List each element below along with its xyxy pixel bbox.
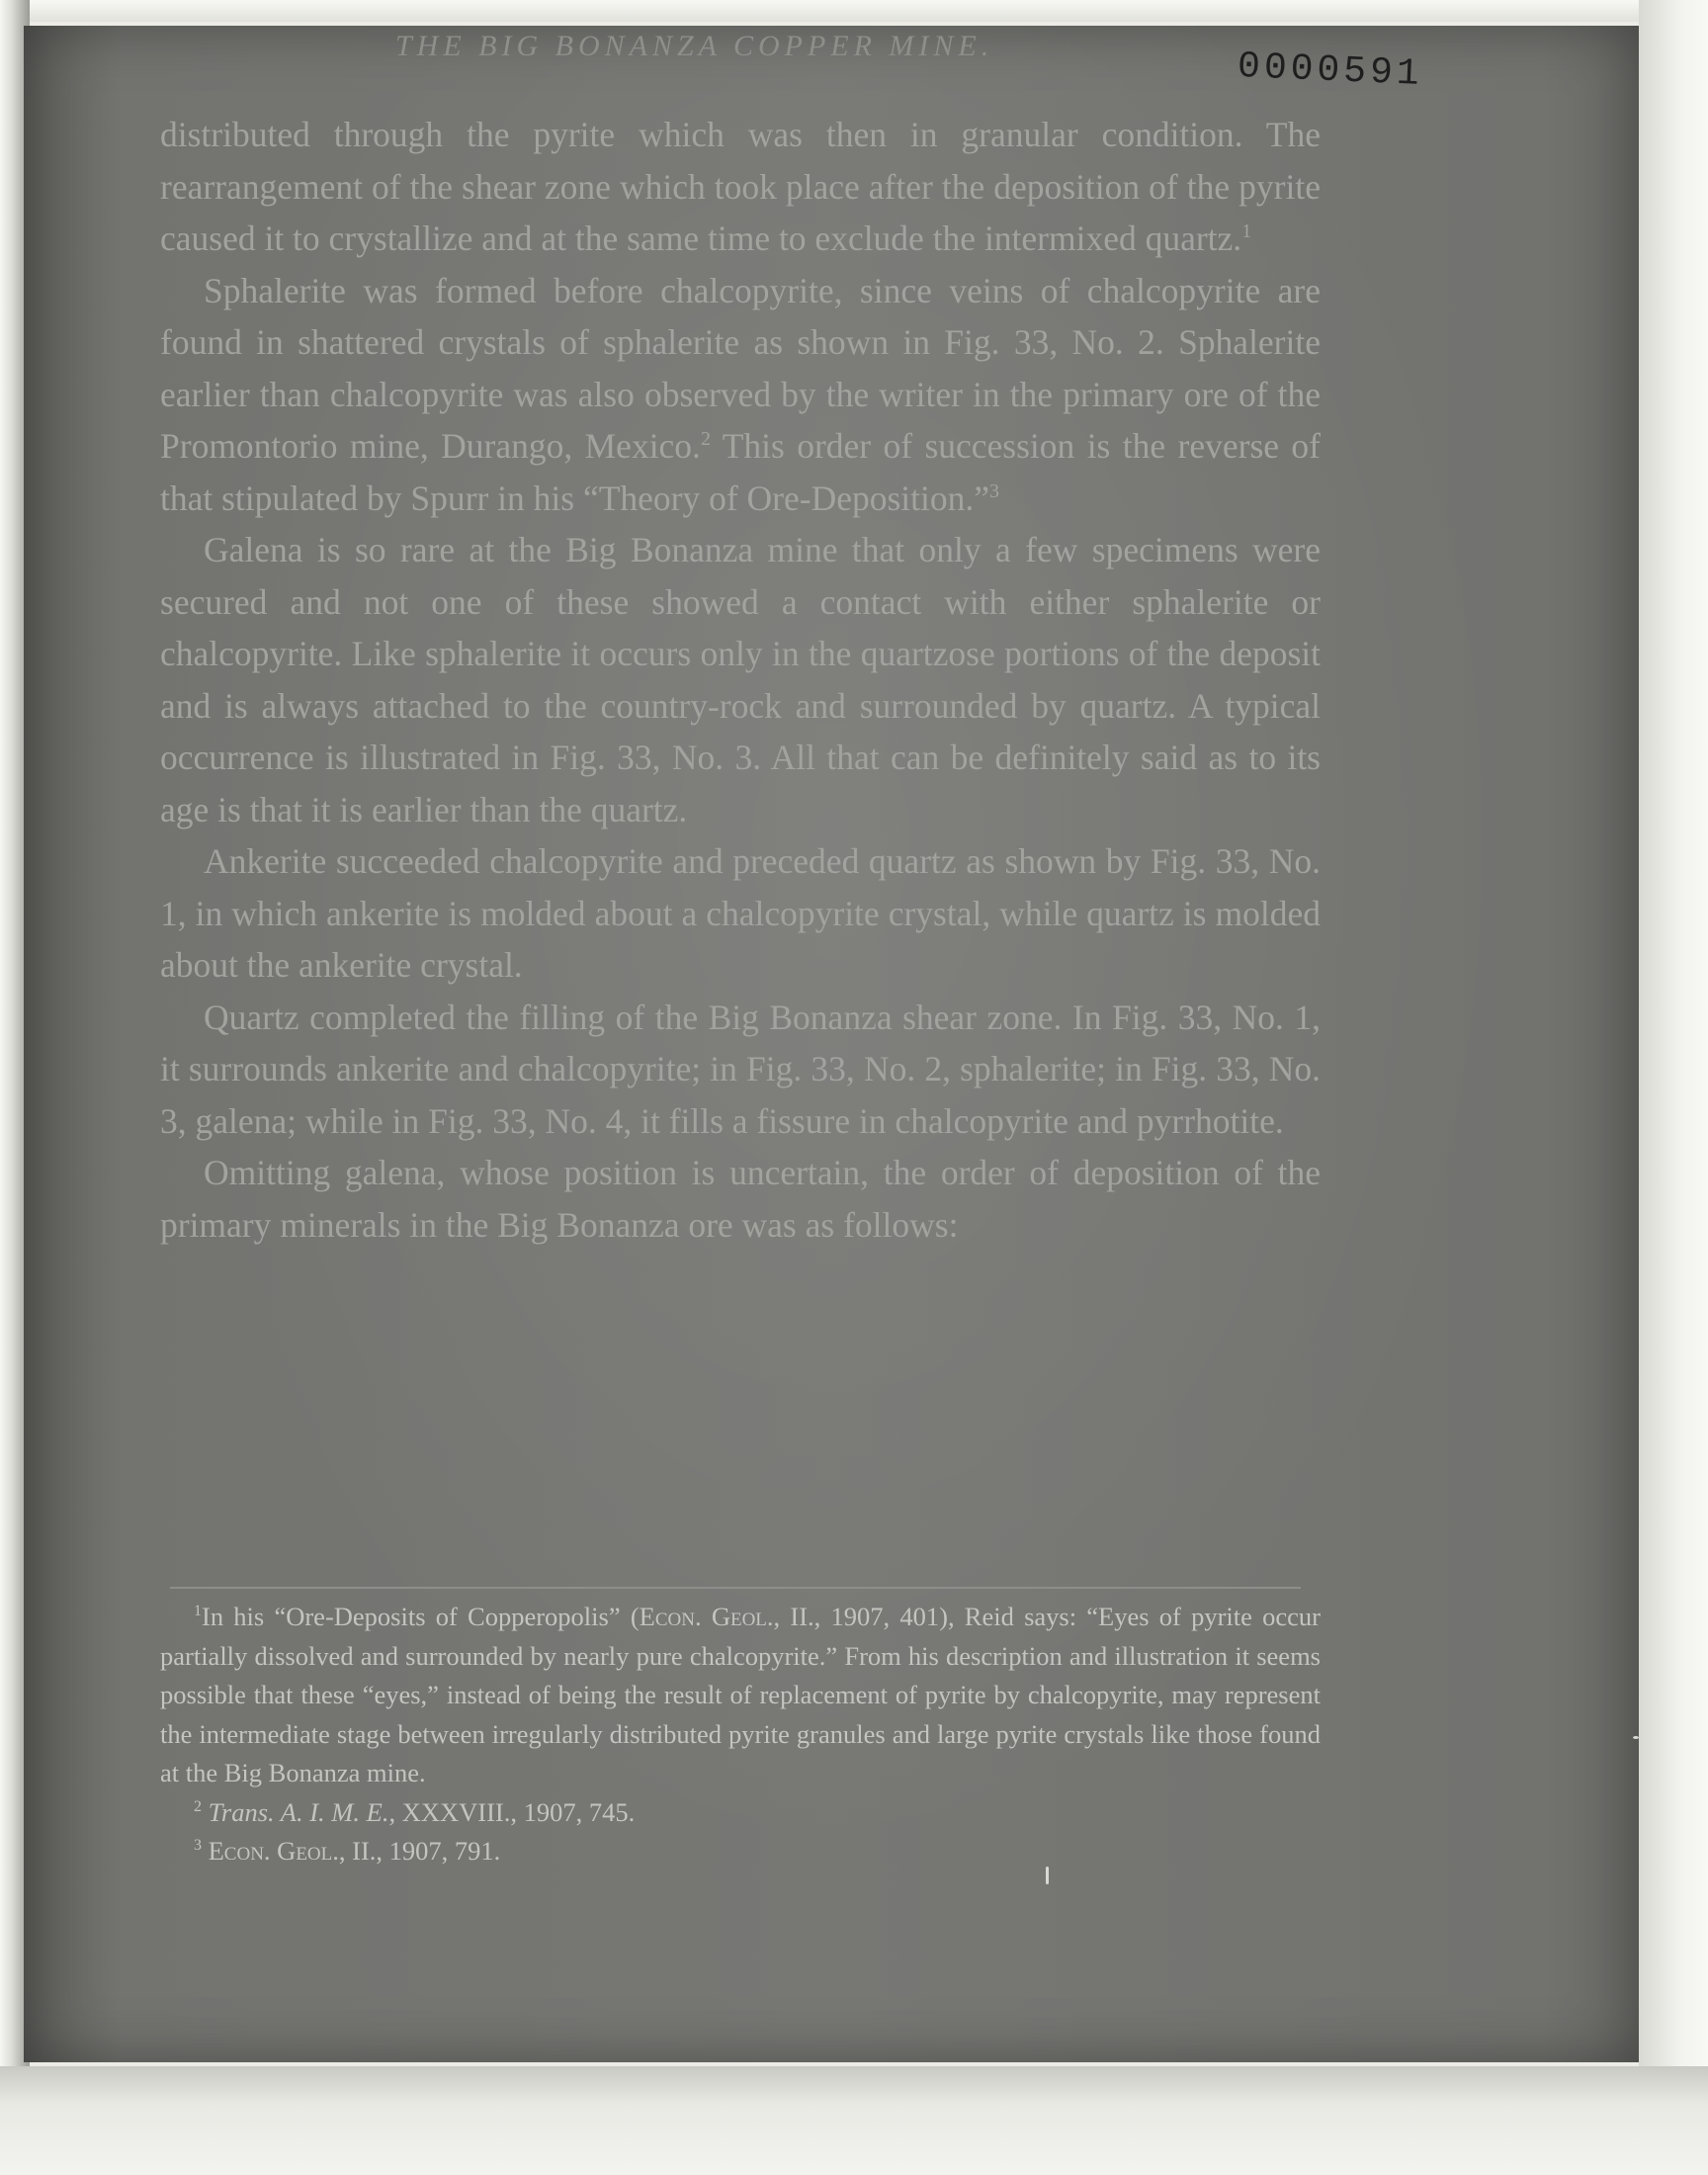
footnotes [160,1598,1321,1871]
paragraph-text: Ankerite succeeded chalcopyrite and preceded quartz as shown by Fig. 33, No. 1, in which ankerite is molded about a chalcopyrite crystal, while quartz is molded about the ankerite crystal. [160,841,1321,985]
running-head: THE BIG BONANZA COPPER MINE. [395,30,994,62]
footnote-text: , II., 1907, 791. [338,1836,501,1866]
paragraph [160,265,1321,525]
paragraph [160,109,1321,265]
dust-speck [1633,1736,1639,1739]
paragraph-text: distributed through the pyrite which was then in granular condition. The rearrangement of the shear zone which took place after the deposition of the pyrite caused it to crystallize and at the same time to exclude the intermixed quartz. [160,115,1321,258]
footnote-ref: 1 [1241,220,1252,243]
body-text [160,109,1321,1251]
paragraph-text: Sphalerite was formed before chalcopyrite, since veins of chalcopyrite are found in shattered crystals of sphalerite as shown in Fig. 33, No. 2. Sphalerite earlier than chalcopyrite was also observed by the writer in the primary ore of the Promontorio mine, Durango, Mexico. [160,270,1321,466]
footnote-text: , II., 1907, 401), Reid says: “Eyes of pyrite occur partially dissolved and surrounded by nearly pure chalcopyrite.” From his description and illustration it seems possible that these “eyes,” instead of being the result of replacement of pyrite by chalcopyrite, may represent the intermediate stage between irregularly distributed pyrite granules and large pyrite crystals like those found at the Big Bonanza mine. [160,1602,1321,1787]
paragraph-text: Omitting galena, whose position is uncertain, the order of deposition of the primary minerals in the Big Bonanza ore was as follows: [160,1153,1321,1245]
journal-name: Econ. Geol. [639,1602,774,1631]
journal-name: Econ. Geol. [208,1836,339,1866]
footnote [160,1832,1321,1871]
paragraph-text: This order of succession is the reverse of that stipulated by Spurr in his “Theory of Ore-Deposition.” [160,426,1321,518]
paragraph [160,835,1321,992]
paragraph [160,1147,1321,1251]
stamp-number: 0000591 [1237,44,1424,97]
dust-speck [1046,1867,1049,1884]
footnote-mark: 2 [194,1797,202,1815]
footnote-text: In his “Ore-Deposits of Copperopolis” ( [202,1602,640,1631]
scan-border-right [1639,0,1708,2175]
footnote-mark: 3 [194,1837,202,1855]
footnote [160,1598,1321,1793]
footnote-ref: 2 [700,428,711,451]
paragraph-text: Quartz completed the filling of the Big Bonanza shear zone. In Fig. 33, No. 1, it surrounds ankerite and chalcopyrite; in Fig. 33, No. 2, sphalerite; in Fig. 33, No. 3, galena; while in Fig. 33, No. 4, it fills a fissure in chalcopyrite and pyrrhotite. [160,997,1321,1141]
scan-border-bottom [0,2066,1708,2175]
footnote-mark: 1 [194,1603,202,1620]
footnote [160,1793,1321,1833]
paragraph-text: Galena is so rare at the Big Bonanza mine that only a few specimens were secured and not one of these showed a contact with either sphalerite or chalcopyrite. Like sphalerite it occurs only in the quartzose portions of the deposit and is always attached to the country-rock and surrounded by quartz. A typical occurrence is illustrated in Fig. 33, No. 3. All that can be definitely said as to its age is that it is earlier than the quartz. [160,530,1321,829]
paragraph [160,992,1321,1148]
scanned-page [24,26,1639,2062]
journal-name: Trans. A. I. M. E. [208,1796,389,1827]
paragraph [160,524,1321,835]
footnote-divider [170,1587,1301,1589]
footnote-ref: 3 [989,479,999,502]
scan-border-top [0,0,1708,22]
footnote-text: , XXXVIII., 1907, 745. [388,1796,636,1827]
